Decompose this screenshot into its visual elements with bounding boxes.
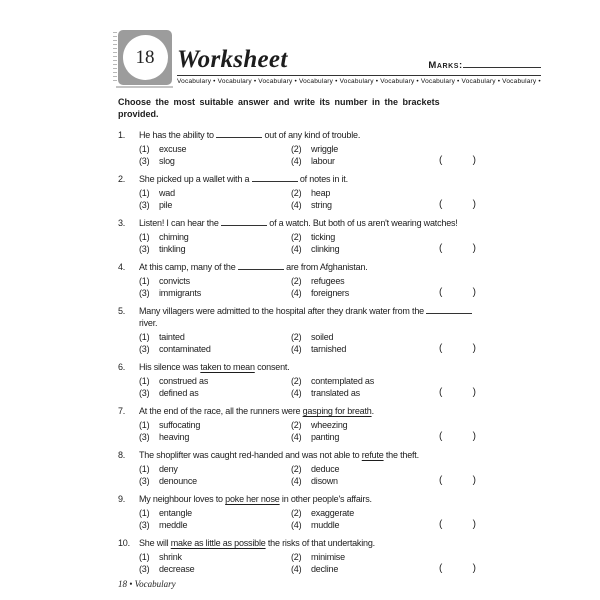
question-stem <box>139 405 482 417</box>
bracket-close: ) <box>472 343 476 354</box>
option-number: (3) <box>139 344 150 354</box>
question-body <box>139 261 482 299</box>
lesson-number: 18 <box>135 46 155 68</box>
stem-text: His silence was <box>139 362 201 372</box>
option-label: wheezing <box>311 420 348 430</box>
question-stem <box>139 129 482 141</box>
option-label: entangle <box>159 508 192 518</box>
stem-text: He has the ability to <box>139 130 217 140</box>
question-block <box>118 173 482 211</box>
instruction-text: Choose the most suitable answer and write its number in the brackets provided. <box>118 97 440 119</box>
option-label: labour <box>311 156 335 166</box>
header-right <box>177 30 541 85</box>
stem-text: of notes in it. <box>297 174 348 184</box>
option-number: (4) <box>291 200 302 210</box>
question-stem <box>139 261 482 273</box>
options-grid <box>139 143 482 167</box>
option-cell <box>139 519 291 531</box>
bracket-close: ) <box>472 199 476 210</box>
option-cell <box>139 143 291 155</box>
option-number: (3) <box>139 564 150 574</box>
option-label: deduce <box>311 464 340 474</box>
option-number: (4) <box>291 388 302 398</box>
marks-label: Marks: <box>428 60 463 71</box>
answer-brackets <box>439 155 476 167</box>
question-block <box>118 305 482 355</box>
option-label: disown <box>311 476 338 486</box>
option-label: decrease <box>159 564 195 574</box>
bracket-open: ( <box>439 431 443 442</box>
option-label: soiled <box>311 332 334 342</box>
question-block <box>118 405 482 443</box>
underlined-phrase: make as little as possible <box>170 538 266 548</box>
option-label: immigrants <box>159 288 202 298</box>
option-number: (2) <box>291 332 302 342</box>
option-number: (2) <box>291 276 302 286</box>
questions-list <box>118 129 482 575</box>
page-title: Worksheet <box>177 46 288 73</box>
question-stem <box>139 305 482 329</box>
option-label: panting <box>311 432 340 442</box>
stem-text: She will <box>139 538 171 548</box>
option-number: (3) <box>139 476 150 486</box>
bracket-open: ( <box>439 475 443 486</box>
option-cell <box>139 331 291 343</box>
option-number: (4) <box>291 432 302 442</box>
option-number: (1) <box>139 376 150 386</box>
answer-brackets <box>439 475 476 487</box>
answer-brackets <box>439 199 476 211</box>
bracket-open: ( <box>439 343 443 354</box>
option-number: (2) <box>291 232 302 242</box>
underlined-phrase: poke her nose <box>225 494 280 504</box>
option-label: contemplated as <box>311 376 375 386</box>
option-cell <box>139 155 291 167</box>
stem-text: Many villagers were admitted to the hospital after they drank water from the <box>139 306 427 316</box>
bracket-close: ) <box>472 563 476 574</box>
option-cell <box>139 343 291 355</box>
options-grid <box>139 275 482 299</box>
option-cell <box>291 143 482 155</box>
option-number: (4) <box>291 564 302 574</box>
title-row <box>177 47 541 75</box>
option-number: (2) <box>291 552 302 562</box>
option-number: (1) <box>139 420 150 430</box>
option-cell <box>139 375 291 387</box>
option-label: shrink <box>159 552 182 562</box>
option-cell <box>139 187 291 199</box>
question-number: 1. <box>118 130 126 140</box>
stem-text: are from Afghanistan. <box>283 262 368 272</box>
option-cell <box>291 419 482 431</box>
option-number: (2) <box>291 376 302 386</box>
option-cell <box>291 187 482 199</box>
question-block <box>118 493 482 531</box>
option-label: ticking <box>311 232 336 242</box>
option-label: muddle <box>311 520 340 530</box>
options-grid <box>139 507 482 531</box>
bracket-close: ) <box>472 155 476 166</box>
question-body <box>139 217 482 255</box>
option-number: (3) <box>139 388 150 398</box>
option-cell <box>291 507 482 519</box>
underlined-phrase: refute <box>361 450 384 460</box>
question-body <box>139 405 482 443</box>
option-label: construed as <box>159 376 209 386</box>
option-label: refugees <box>311 276 345 286</box>
option-label: slog <box>159 156 175 166</box>
question-block <box>118 449 482 487</box>
stem-text: the theft. <box>383 450 419 460</box>
question-number: 2. <box>118 174 126 184</box>
options-grid <box>139 331 482 355</box>
stem-text: My neighbour loves to <box>139 494 226 504</box>
option-number: (3) <box>139 432 150 442</box>
option-number: (2) <box>291 188 302 198</box>
stem-blank <box>221 218 267 226</box>
stem-text: out of any kind of trouble. <box>262 130 361 140</box>
page-footer: 18 • Vocabulary <box>118 579 176 589</box>
stem-blank <box>238 262 284 270</box>
stem-text: The shoplifter was caught red-handed and was not able to <box>139 450 362 460</box>
option-number: (3) <box>139 156 150 166</box>
question-stem <box>139 493 482 505</box>
option-number: (3) <box>139 244 150 254</box>
option-label: minimise <box>311 552 345 562</box>
option-cell <box>139 551 291 563</box>
options-grid <box>139 551 482 575</box>
option-label: meddle <box>159 520 188 530</box>
option-label: wad <box>159 188 175 198</box>
question-body <box>139 537 482 575</box>
option-label: chiming <box>159 232 189 242</box>
question-number: 9. <box>118 494 126 504</box>
answer-brackets <box>439 519 476 531</box>
option-cell <box>139 199 291 211</box>
option-number: (3) <box>139 520 150 530</box>
stem-blank <box>252 174 298 182</box>
option-label: tarnished <box>311 344 347 354</box>
stem-text: Listen! I can hear the <box>139 218 221 228</box>
option-cell <box>139 231 291 243</box>
answer-brackets <box>439 343 476 355</box>
option-number: (4) <box>291 288 302 298</box>
option-number: (1) <box>139 232 150 242</box>
question-number: 10. <box>118 538 130 548</box>
option-number: (2) <box>291 144 302 154</box>
option-label: heaving <box>159 432 190 442</box>
question-number: 5. <box>118 306 126 316</box>
question-number: 3. <box>118 218 126 228</box>
option-cell <box>291 375 482 387</box>
option-label: tinkling <box>159 244 186 254</box>
option-label: clinking <box>311 244 340 254</box>
option-number: (1) <box>139 552 150 562</box>
option-number: (1) <box>139 332 150 342</box>
option-number: (4) <box>291 476 302 486</box>
stem-blank <box>216 130 262 138</box>
question-body <box>139 129 482 167</box>
underlined-phrase: gasping for breath <box>302 406 372 416</box>
question-stem <box>139 173 482 185</box>
question-block <box>118 537 482 575</box>
options-grid <box>139 187 482 211</box>
stem-text: river. <box>139 318 158 328</box>
question-stem <box>139 217 482 229</box>
option-label: convicts <box>159 276 190 286</box>
question-stem <box>139 537 482 549</box>
option-cell <box>139 507 291 519</box>
bracket-open: ( <box>439 287 443 298</box>
option-cell <box>139 475 291 487</box>
answer-brackets <box>439 243 476 255</box>
option-number: (4) <box>291 244 302 254</box>
option-number: (3) <box>139 288 150 298</box>
option-cell <box>291 231 482 243</box>
option-number: (4) <box>291 156 302 166</box>
option-number: (2) <box>291 464 302 474</box>
question-body <box>139 449 482 487</box>
option-label: excuse <box>159 144 187 154</box>
option-label: contaminated <box>159 344 211 354</box>
stem-text: the risks of that undertaking. <box>265 538 375 548</box>
worksheet-header <box>118 30 541 85</box>
option-number: (1) <box>139 276 150 286</box>
question-body <box>139 305 482 355</box>
question-stem <box>139 449 482 461</box>
question-block <box>118 361 482 399</box>
lesson-badge <box>118 30 172 85</box>
option-number: (1) <box>139 144 150 154</box>
question-body <box>139 173 482 211</box>
stem-text: At the end of the race, all the runners were <box>139 406 303 416</box>
option-label: tainted <box>159 332 185 342</box>
option-cell <box>139 387 291 399</box>
bracket-open: ( <box>439 519 443 530</box>
underlined-phrase: taken to mean <box>200 362 255 372</box>
option-cell <box>291 275 482 287</box>
option-label: pile <box>159 200 173 210</box>
option-label: denounce <box>159 476 197 486</box>
option-number: (3) <box>139 200 150 210</box>
option-cell <box>139 419 291 431</box>
option-label: wriggle <box>311 144 339 154</box>
stem-text: She picked up a wallet with a <box>139 174 252 184</box>
vocabulary-strip: Vocabulary • Vocabulary • Vocabulary • Vocabulary • Vocabulary • Vocabulary • Vocabulary • Vocabulary • Vocabulary • <box>177 75 541 85</box>
option-cell <box>139 243 291 255</box>
lesson-number-circle <box>123 35 168 80</box>
stem-text: At this camp, many of the <box>139 262 238 272</box>
question-number: 6. <box>118 362 126 372</box>
option-cell <box>291 463 482 475</box>
bracket-close: ) <box>472 243 476 254</box>
bracket-close: ) <box>472 387 476 398</box>
option-number: (1) <box>139 464 150 474</box>
options-grid <box>139 375 482 399</box>
question-block <box>118 261 482 299</box>
option-number: (2) <box>291 508 302 518</box>
option-label: decline <box>311 564 339 574</box>
option-cell <box>139 431 291 443</box>
marks-blank-line <box>463 59 541 68</box>
stem-text: . <box>371 406 374 416</box>
option-label: suffocating <box>159 420 201 430</box>
options-grid <box>139 231 482 255</box>
option-cell <box>291 331 482 343</box>
option-label: defined as <box>159 388 199 398</box>
bracket-close: ) <box>472 519 476 530</box>
bracket-close: ) <box>472 287 476 298</box>
question-block <box>118 129 482 167</box>
stem-text: in other people's affairs. <box>279 494 372 504</box>
answer-brackets <box>439 563 476 575</box>
option-number: (4) <box>291 344 302 354</box>
bracket-open: ( <box>439 243 443 254</box>
option-number: (2) <box>291 420 302 430</box>
bracket-open: ( <box>439 387 443 398</box>
bracket-open: ( <box>439 155 443 166</box>
question-body <box>139 493 482 531</box>
stem-text: consent. <box>254 362 290 372</box>
option-label: exaggerate <box>311 508 355 518</box>
stem-text: of a watch. But both of us aren't wearing watches! <box>266 218 458 228</box>
question-number: 4. <box>118 262 126 272</box>
option-cell <box>139 563 291 575</box>
option-label: heap <box>311 188 331 198</box>
bracket-open: ( <box>439 199 443 210</box>
option-number: (1) <box>139 188 150 198</box>
option-cell <box>139 287 291 299</box>
bracket-close: ) <box>472 431 476 442</box>
question-stem <box>139 361 482 373</box>
question-number: 8. <box>118 450 126 460</box>
option-label: string <box>311 200 332 210</box>
option-number: (1) <box>139 508 150 518</box>
options-grid <box>139 463 482 487</box>
answer-brackets <box>439 387 476 399</box>
option-cell <box>139 275 291 287</box>
option-label: foreigners <box>311 288 350 298</box>
bracket-close: ) <box>472 475 476 486</box>
answer-brackets <box>439 431 476 443</box>
answer-brackets <box>439 287 476 299</box>
option-label: translated as <box>311 388 360 398</box>
option-cell <box>139 463 291 475</box>
stem-blank <box>426 306 472 314</box>
option-cell <box>291 551 482 563</box>
options-grid <box>139 419 482 443</box>
question-number: 7. <box>118 406 126 416</box>
question-block <box>118 217 482 255</box>
option-label: deny <box>159 464 178 474</box>
bracket-open: ( <box>439 563 443 574</box>
option-number: (4) <box>291 520 302 530</box>
question-body <box>139 361 482 399</box>
marks-field <box>428 59 541 71</box>
